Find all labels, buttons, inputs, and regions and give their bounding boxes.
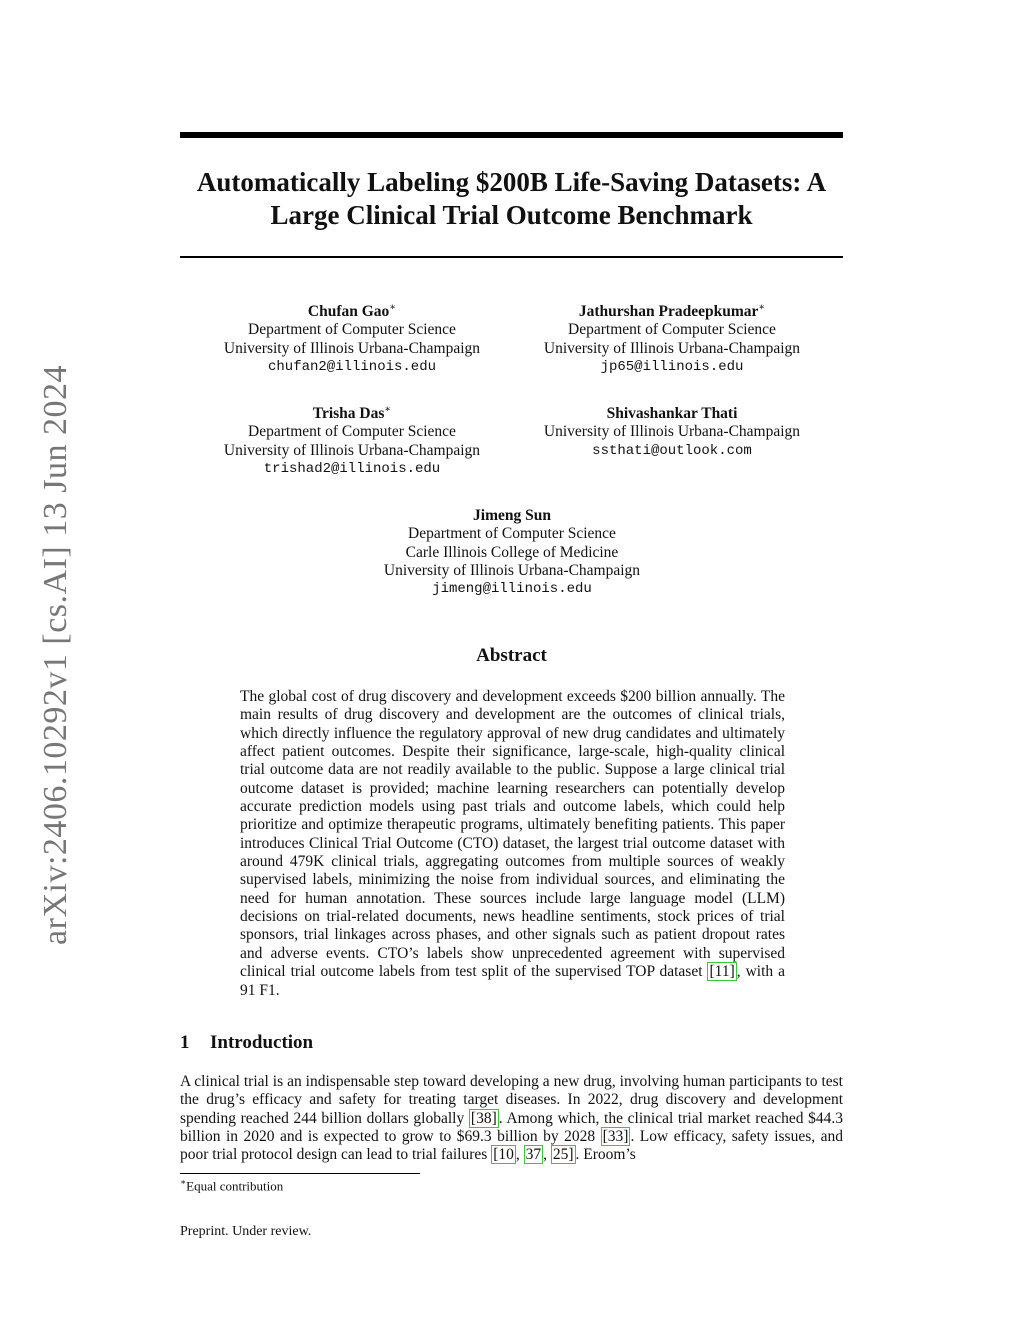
citation-link[interactable]: 37 bbox=[525, 1146, 542, 1164]
author-block bbox=[512, 405, 832, 460]
author-affiliation: Department of Computer Science bbox=[568, 321, 776, 339]
author-email[interactable]: ssthati@outlook.com bbox=[592, 442, 752, 459]
author-name: Shivashankar Thati bbox=[606, 405, 738, 422]
section-title: Introduction bbox=[210, 1032, 314, 1053]
author-block bbox=[192, 303, 512, 376]
author-affiliation: University of Illinois Urbana-Champaign bbox=[543, 339, 801, 357]
arxiv-identifier: arXiv:2406.10292v1 [cs.AI] 13 Jun 2024 bbox=[37, 365, 74, 945]
intro-text: A clinical trial is an indispensable step toward developing a new drug, involving human participants to test the drug’s efficacy and safety for treating target diseases. In 2022, drug discovery and development spending reached 244 billion dollars globally bbox=[180, 1073, 843, 1127]
citation-link[interactable]: 25] bbox=[552, 1146, 574, 1164]
title-line-2: Large Clinical Trial Outcome Benchmark bbox=[270, 200, 753, 230]
citation-link[interactable]: [10 bbox=[493, 1146, 514, 1164]
author-email[interactable]: trishad2@illinois.edu bbox=[263, 460, 441, 477]
abstract-heading: Abstract bbox=[476, 645, 547, 666]
author-block bbox=[512, 303, 832, 376]
abstract-text bbox=[240, 688, 785, 1000]
intro-text: . Low efficacy, safety issues, and poor trial protocol design can lead to trial failures bbox=[180, 1128, 843, 1164]
author-block bbox=[312, 507, 712, 598]
footnote-text: Equal contribution bbox=[186, 1178, 284, 1194]
section-number: 1 bbox=[180, 1032, 190, 1053]
author-name: Trisha Das bbox=[312, 405, 385, 422]
citation-separator: , bbox=[543, 1146, 551, 1164]
equal-contribution-mark: ∗ bbox=[389, 301, 397, 313]
author-affiliation: University of Illinois Urbana-Champaign bbox=[223, 441, 481, 459]
citation-link[interactable]: [11] bbox=[709, 963, 735, 981]
author-affiliation: University of Illinois Urbana-Champaign bbox=[543, 423, 801, 441]
author-affiliation: Department of Computer Science bbox=[408, 525, 616, 543]
author-email[interactable]: jimeng@illinois.edu bbox=[432, 581, 592, 598]
citation-link[interactable]: [38] bbox=[470, 1109, 497, 1127]
title-line-1: Automatically Labeling $200B Life-Saving Datasets: A bbox=[196, 167, 827, 197]
title-top-rule bbox=[180, 132, 843, 138]
author-name: Jimeng Sun bbox=[473, 507, 551, 524]
author-block bbox=[192, 405, 512, 478]
citation-separator: , bbox=[515, 1146, 524, 1164]
author-affiliation: University of Illinois Urbana-Champaign bbox=[223, 339, 481, 357]
paper-title bbox=[180, 166, 843, 232]
author-email[interactable]: chufan2@illinois.edu bbox=[267, 358, 437, 375]
title-bottom-rule bbox=[180, 256, 843, 258]
intro-text: . Eroom’s bbox=[575, 1146, 636, 1164]
author-affiliation: Department of Computer Science bbox=[248, 423, 456, 441]
abstract-body-end: , with a 91 F1. bbox=[240, 963, 785, 999]
equal-contribution-mark: ∗ bbox=[384, 403, 392, 415]
citation-link[interactable]: [33] bbox=[602, 1128, 629, 1146]
footnote-mark: ∗ bbox=[180, 1177, 187, 1187]
footnote-rule bbox=[180, 1173, 420, 1174]
author-affiliation: Carle Illinois College of Medicine bbox=[405, 543, 619, 561]
introduction-paragraph bbox=[180, 1073, 843, 1165]
author-affiliation: University of Illinois Urbana-Champaign bbox=[383, 561, 641, 579]
author-name: Chufan Gao bbox=[307, 303, 390, 320]
footnote bbox=[180, 1177, 283, 1194]
abstract-body: The global cost of drug discovery and development exceeds $200 billion annually. The main results of drug discovery and development are the outcomes of clinical trials, which directly influence the regulatory approval of new drug candidates and ultimately affect patient outcomes. Despite their significance, large-scale, high-quality clinical trial outcome data are not readily available to the public. Suppose a large clinical trial outcome dataset is provided; machine learning researchers can potentially develop accurate prediction models using past trials and outcome labels, which could help prioritize and optimize therapeutic programs, ultimately benefiting patients. This paper introduces Clinical Trial Outcome (CTO) dataset, the largest trial outcome dataset with around 479K clinical trials, aggregating outcomes from multiple sources of weakly supervised labels, minimizing the noise from individual sources, and eliminating the need for human annotation. These sources include large language model (LLM) decisions on trial-related documents, news headline sentiments, stock prices of trial sponsors, trial linkages across phases, and other signals such as patient dropout rates and adverse events. CTO’s labels show unprecedented agreement with supervised clinical trial outcome labels from test split of the supervised TOP dataset bbox=[240, 688, 785, 981]
intro-text: . Among which, the clinical trial market reached $44.3 billion in 2020 and is expected to grow to $69.3 billion by 2028 bbox=[180, 1109, 844, 1146]
equal-contribution-mark: ∗ bbox=[758, 301, 766, 313]
section-heading bbox=[180, 1032, 313, 1054]
author-email[interactable]: jp65@illinois.edu bbox=[600, 358, 744, 375]
author-affiliation: Department of Computer Science bbox=[248, 321, 456, 339]
author-name: Jathurshan Pradeepkumar bbox=[578, 303, 759, 320]
preprint-note: Preprint. Under review. bbox=[180, 1224, 312, 1239]
